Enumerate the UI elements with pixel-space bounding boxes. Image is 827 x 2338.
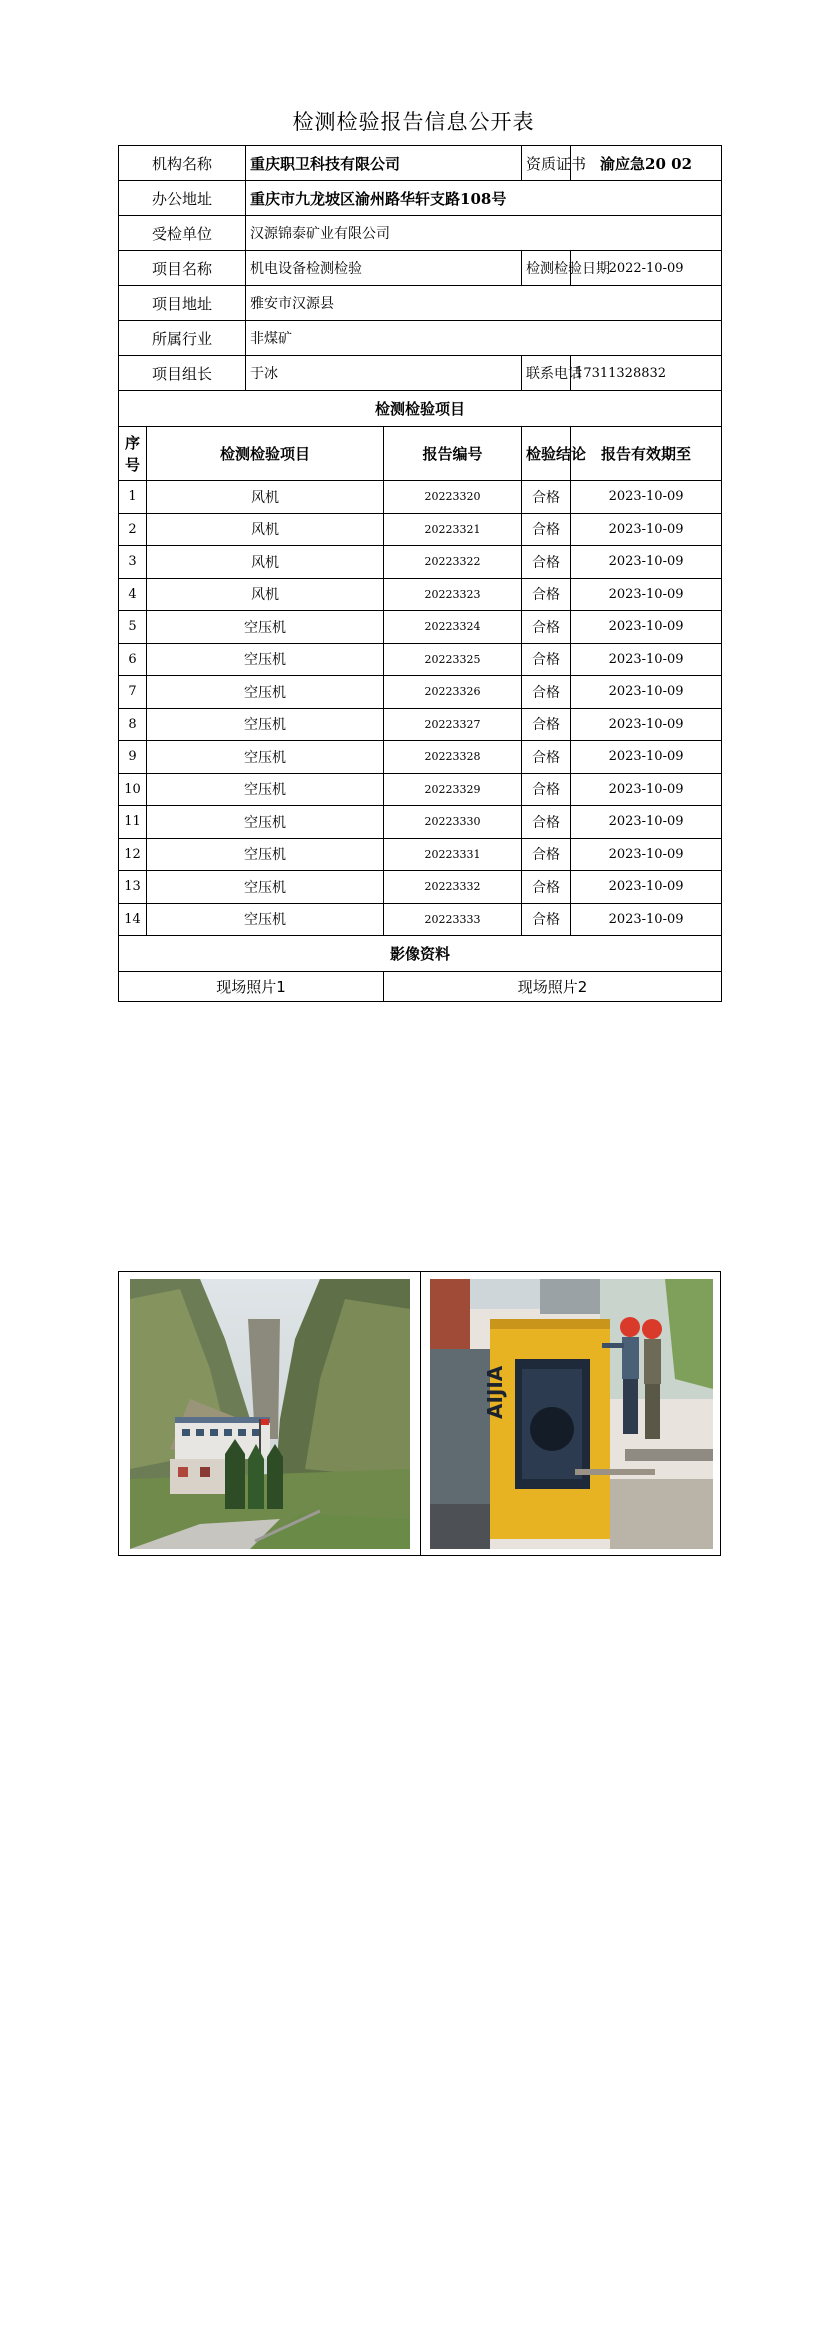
- row-conclusion: 合格: [522, 676, 571, 709]
- row-seq: 3: [119, 546, 147, 579]
- client-label: 受检单位: [119, 216, 246, 251]
- row-valid-until: 2023-10-09: [571, 708, 722, 741]
- header-report-no: 报告编号: [384, 427, 522, 481]
- table-row: [119, 871, 722, 904]
- row-report-no: 20223332: [384, 871, 522, 904]
- header-valid-until: 报告有效期至: [571, 427, 722, 481]
- row-valid-until: 2023-10-09: [571, 513, 722, 546]
- row-valid-until: 2023-10-09: [571, 676, 722, 709]
- cert-label: 资质证书: [522, 146, 571, 181]
- row-valid-until: 2023-10-09: [571, 546, 722, 579]
- row-valid-until: 2023-10-09: [571, 773, 722, 806]
- row-seq: 8: [119, 708, 147, 741]
- row-report-no: 20223327: [384, 708, 522, 741]
- row-seq: 14: [119, 903, 147, 936]
- header-seq-text: 序号: [124, 433, 140, 474]
- row-seq: 4: [119, 578, 147, 611]
- org-row: [119, 146, 722, 181]
- row-item: 空压机: [147, 611, 384, 644]
- row-conclusion: 合格: [522, 578, 571, 611]
- row-report-no: 20223328: [384, 741, 522, 774]
- row-seq: 2: [119, 513, 147, 546]
- machine-brand-text: AIJIA: [483, 1365, 507, 1419]
- table-row: [119, 643, 722, 676]
- items-section-row: [119, 391, 722, 427]
- row-item: 空压机: [147, 871, 384, 904]
- row-conclusion: 合格: [522, 806, 571, 839]
- phone-value: 17311328832: [571, 356, 722, 391]
- row-conclusion: 合格: [522, 741, 571, 774]
- row-conclusion: 合格: [522, 871, 571, 904]
- row-valid-until: 2023-10-09: [571, 643, 722, 676]
- row-report-no: 20223321: [384, 513, 522, 546]
- photo1-label: 现场照片1: [119, 972, 384, 1002]
- leader-value: 于冰: [246, 356, 522, 391]
- leader-label: 项目组长: [119, 356, 246, 391]
- row-report-no: 20223326: [384, 676, 522, 709]
- row-valid-until: 2023-10-09: [571, 806, 722, 839]
- industry-value: 非煤矿: [246, 321, 722, 356]
- row-conclusion: 合格: [522, 708, 571, 741]
- site-photo-2: [430, 1279, 713, 1549]
- row-valid-until: 2023-10-09: [571, 838, 722, 871]
- row-conclusion: 合格: [522, 773, 571, 806]
- row-conclusion: 合格: [522, 546, 571, 579]
- row-item: 空压机: [147, 741, 384, 774]
- row-seq: 1: [119, 481, 147, 514]
- row-valid-until: 2023-10-09: [571, 871, 722, 904]
- row-valid-until: 2023-10-09: [571, 481, 722, 514]
- row-report-no: 20223323: [384, 578, 522, 611]
- table-row: [119, 513, 722, 546]
- row-seq: 7: [119, 676, 147, 709]
- project-row: [119, 251, 722, 286]
- row-report-no: 20223324: [384, 611, 522, 644]
- industry-row: [119, 321, 722, 356]
- office-row: [119, 181, 722, 216]
- org-value: 重庆职卫科技有限公司: [246, 146, 522, 181]
- row-item: 空压机: [147, 806, 384, 839]
- row-item: 空压机: [147, 903, 384, 936]
- table-row: [119, 578, 722, 611]
- row-item: 风机: [147, 513, 384, 546]
- row-item: 空压机: [147, 708, 384, 741]
- row-item: 风机: [147, 481, 384, 514]
- table-row: [119, 806, 722, 839]
- office-label: 办公地址: [119, 181, 246, 216]
- row-valid-until: 2023-10-09: [571, 611, 722, 644]
- cert-value: 渝应急20 02: [571, 146, 722, 181]
- table-row: [119, 546, 722, 579]
- table-row: [119, 773, 722, 806]
- row-report-no: 20223329: [384, 773, 522, 806]
- project-value: 机电设备检测检验: [246, 251, 522, 286]
- table-row: [119, 676, 722, 709]
- row-seq: 10: [119, 773, 147, 806]
- photo-divider: [420, 1272, 421, 1555]
- row-item: 空压机: [147, 838, 384, 871]
- table-row: [119, 611, 722, 644]
- row-seq: 6: [119, 643, 147, 676]
- leader-row: [119, 356, 722, 391]
- date-value: 2022-10-09: [571, 251, 722, 286]
- images-section-title: 影像资料: [119, 936, 722, 972]
- date-label: 检测检验日期: [522, 251, 571, 286]
- row-conclusion: 合格: [522, 903, 571, 936]
- items-table-body: [119, 481, 722, 936]
- page-title: 检测检验报告信息公开表: [292, 110, 535, 134]
- row-conclusion: 合格: [522, 643, 571, 676]
- row-report-no: 20223330: [384, 806, 522, 839]
- row-valid-until: 2023-10-09: [571, 903, 722, 936]
- row-seq: 12: [119, 838, 147, 871]
- header-seq: [119, 427, 147, 481]
- row-item: 风机: [147, 578, 384, 611]
- row-valid-until: 2023-10-09: [571, 578, 722, 611]
- photo2-label: 现场照片2: [384, 972, 722, 1002]
- report-info-table: [118, 145, 722, 1002]
- row-item: 风机: [147, 546, 384, 579]
- table-row: [119, 741, 722, 774]
- location-value: 雅安市汉源县: [246, 286, 722, 321]
- office-value: 重庆市九龙坡区渝州路华轩支路108号: [246, 181, 722, 216]
- row-conclusion: 合格: [522, 481, 571, 514]
- photo-frame: [118, 1271, 721, 1556]
- row-item: 空压机: [147, 643, 384, 676]
- row-item: 空压机: [147, 676, 384, 709]
- row-report-no: 20223325: [384, 643, 522, 676]
- phone-label: 联系电话: [522, 356, 571, 391]
- row-seq: 5: [119, 611, 147, 644]
- header-conclusion: 检验结论: [522, 427, 571, 481]
- row-valid-until: 2023-10-09: [571, 741, 722, 774]
- table-row: [119, 903, 722, 936]
- items-section-title: 检测检验项目: [119, 391, 722, 427]
- table-row: [119, 838, 722, 871]
- client-row: [119, 216, 722, 251]
- mountain-village-image: [130, 1279, 410, 1549]
- images-section-row: [119, 936, 722, 972]
- table-row: [119, 708, 722, 741]
- photo-label-row: [119, 972, 722, 1002]
- compressor-inspection-image: [430, 1279, 713, 1549]
- org-label: 机构名称: [119, 146, 246, 181]
- row-report-no: 20223320: [384, 481, 522, 514]
- row-seq: 11: [119, 806, 147, 839]
- row-conclusion: 合格: [522, 611, 571, 644]
- site-photo-1: [130, 1279, 410, 1549]
- header-item: 检测检验项目: [147, 427, 384, 481]
- location-label: 项目地址: [119, 286, 246, 321]
- row-seq: 9: [119, 741, 147, 774]
- row-conclusion: 合格: [522, 513, 571, 546]
- row-report-no: 20223322: [384, 546, 522, 579]
- row-item: 空压机: [147, 773, 384, 806]
- row-report-no: 20223331: [384, 838, 522, 871]
- industry-label: 所属行业: [119, 321, 246, 356]
- client-value: 汉源锦泰矿业有限公司: [246, 216, 722, 251]
- items-header-row: [119, 427, 722, 481]
- row-conclusion: 合格: [522, 838, 571, 871]
- row-report-no: 20223333: [384, 903, 522, 936]
- location-row: [119, 286, 722, 321]
- row-seq: 13: [119, 871, 147, 904]
- project-label: 项目名称: [119, 251, 246, 286]
- table-row: [119, 481, 722, 514]
